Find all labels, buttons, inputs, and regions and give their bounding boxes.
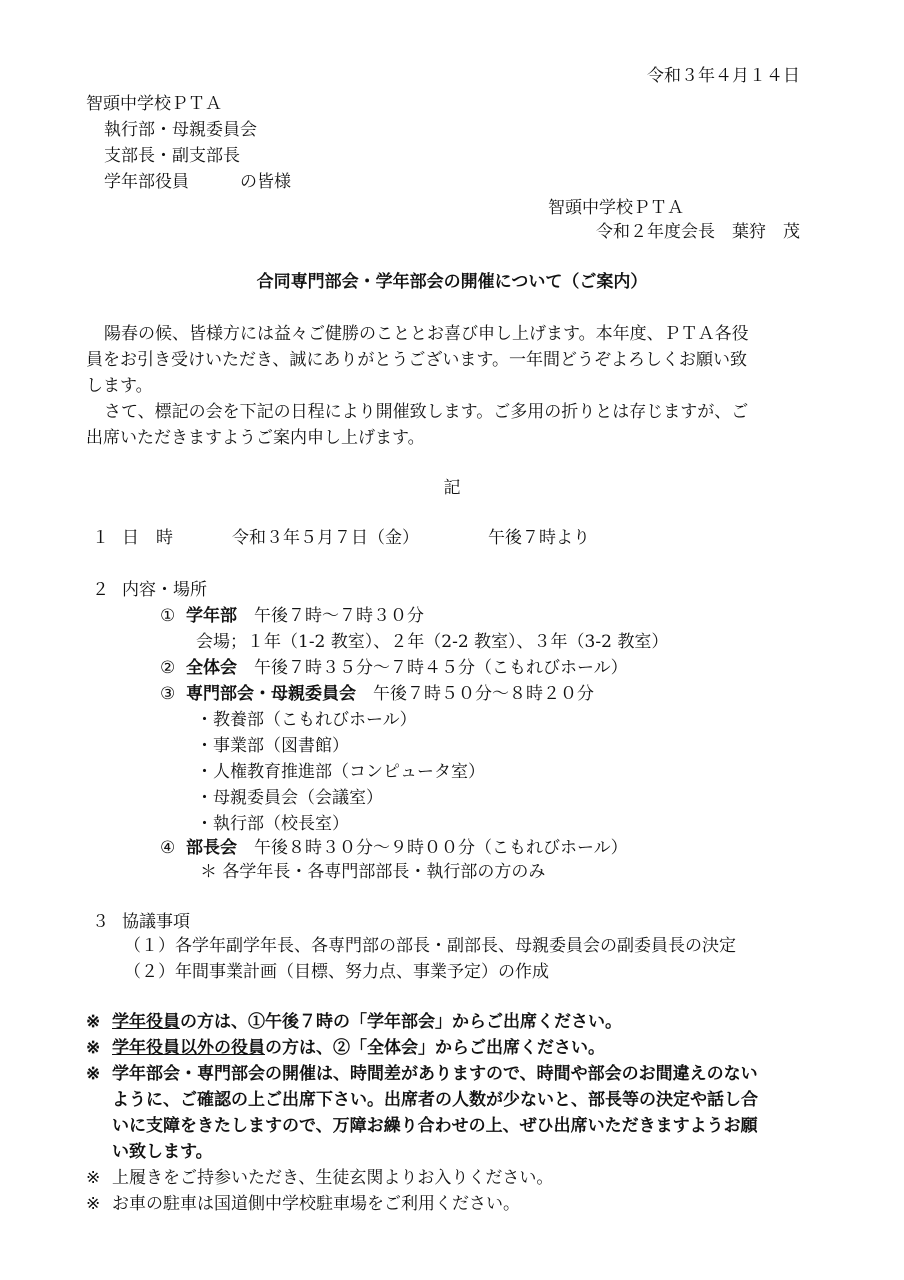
body-line: 陽春の候、皆様方には益々ご健勝のこととお喜び申し上げます。本年度、ＰＴＡ各役 [104, 324, 749, 344]
agenda-note: ＊ 各学年長・各専門部部長・執行部の方のみ [200, 862, 546, 882]
item-detail: 午後７時～７時３０分 [254, 606, 424, 626]
note-marker: ※ [86, 1168, 101, 1188]
section1-time: 午後７時より [488, 528, 590, 548]
recipient-line: 支部長・副支部長 [104, 146, 240, 166]
agenda-item [160, 656, 628, 680]
body-line: します。 [86, 376, 153, 396]
body-line: さて、標記の会を下記の日程により開催致します。ご多用の折りとは存じますが、ご [104, 402, 749, 422]
item-detail: 午後７時５０分～８時２０分 [373, 684, 594, 704]
note-3 [86, 1062, 758, 1086]
note-text: お車の駐車は国道側中学校駐車場をご利用ください。 [112, 1194, 520, 1214]
subitem: ・母親委員会（会議室） [196, 788, 383, 808]
note-4 [86, 1166, 553, 1190]
body-line: 員をお引き受けいただき、誠にありがとうございます。一年間どうぞよろしくお願い致 [86, 350, 747, 370]
note-3-cont: いに支障をきたしますので、万障お繰り合わせの上、ぜひ出席いただきますようお願 [112, 1116, 758, 1136]
note-underlined: 学年役員 [112, 1012, 180, 1032]
section1-date: 令和３年５月７日（金） [232, 528, 419, 548]
document-title: 合同専門部会・学年部会の開催について（ご案内） [256, 272, 648, 292]
agenda-item [160, 836, 628, 860]
section2-number: ２ [92, 580, 109, 600]
section3-number: ３ [92, 912, 109, 932]
note-marker: ※ [86, 1038, 101, 1058]
item-name: 部長会 [186, 838, 237, 858]
item-marker: ② [160, 658, 176, 678]
venue-line: 会場；１年（1-2 教室）、２年（2-2 教室）、３年（3-2 教室） [196, 632, 669, 652]
item-detail: 午後７時３５分～７時４５分（こもれびホール） [254, 658, 628, 678]
ki-heading: 記 [443, 478, 461, 498]
note-1 [86, 1010, 622, 1034]
section3-label: 協議事項 [122, 912, 190, 932]
sender-org: 智頭中学校ＰＴＡ [548, 198, 684, 218]
note-text: 学年部会・専門部会の開催は、時間差がありますので、時間や部会のお間違えのない [112, 1064, 758, 1084]
note-text: の方は、①午後７時の「学年部会」からご出席ください。 [180, 1012, 622, 1032]
subitem: ・教養部（こもれびホール） [196, 710, 417, 730]
item-marker: ④ [160, 838, 176, 858]
item-detail: 午後８時３０分～９時００分（こもれびホール） [254, 838, 628, 858]
recipient-org: 智頭中学校ＰＴＡ [86, 94, 222, 114]
subitem: ・執行部（校長室） [196, 814, 349, 834]
sender-title: 令和２年度会長 葉狩 茂 [596, 222, 800, 242]
note-text: 上履きをご持参いただき、生徒玄関よりお入りください。 [112, 1168, 554, 1188]
body-line: 出席いただきますようご案内申し上げます。 [86, 428, 425, 448]
note-3-cont: い致します。 [112, 1142, 213, 1162]
item-name: 専門部会・母親委員会 [186, 684, 356, 704]
discussion-item: （２）年間事業計画（目標、努力点、事業予定）の作成 [124, 962, 549, 982]
item-marker: ③ [160, 684, 176, 704]
section1-label: 日 時 [122, 528, 173, 548]
item-name: 学年部 [186, 606, 237, 626]
note-3-cont: ように、ご確認の上ご出席下さい。出席者の人数が少ないと、部長等の決定や話し合 [112, 1090, 758, 1110]
section2-label: 内容・場所 [122, 580, 207, 600]
discussion-item: （１）各学年副学年長、各専門部の部長・副部長、母親委員会の副委員長の決定 [124, 936, 736, 956]
note-marker: ※ [86, 1064, 101, 1084]
note-marker: ※ [86, 1194, 101, 1214]
note-5 [86, 1192, 520, 1216]
item-marker: ① [160, 606, 176, 626]
section1-number: １ [92, 528, 109, 548]
note-text: の方は、②「全体会」からご出席ください。 [265, 1038, 605, 1058]
note-underlined: 学年役員以外の役員 [112, 1038, 265, 1058]
recipient-line: 学年部役員 の皆様 [104, 172, 291, 192]
subitem: ・事業部（図書館） [196, 736, 349, 756]
subitem: ・人権教育推進部（コンピュータ室） [196, 762, 485, 782]
note-marker: ※ [86, 1012, 101, 1032]
document-date: 令和３年４月１４日 [647, 66, 800, 86]
note-2 [86, 1036, 605, 1060]
agenda-item [160, 604, 424, 628]
agenda-item [160, 682, 594, 706]
item-name: 全体会 [186, 658, 237, 678]
recipient-line: 執行部・母親委員会 [104, 120, 257, 140]
